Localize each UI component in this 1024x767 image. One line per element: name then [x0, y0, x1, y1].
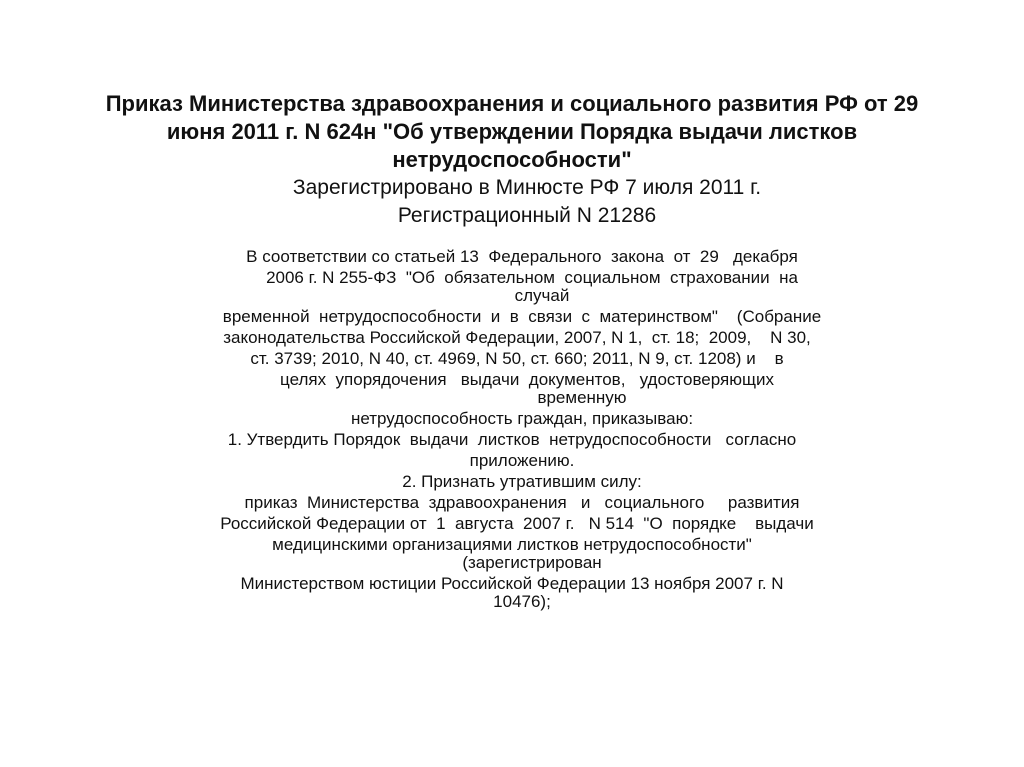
title-line-1: Приказ Министерства здравоохранения и социального развития РФ от 29	[105, 91, 919, 116]
title-line-3: нетрудоспособности"	[392, 147, 632, 172]
body-line-1: В соответствии со статьей 13 Федерального закона от 29 декабря	[246, 247, 798, 266]
body-line-9: нетрудоспособность граждан, приказываю:	[350, 409, 694, 428]
body-line-4: временной нетрудоспособности и в связи с материнством" (Собрание	[222, 307, 822, 326]
body-line-5: законодательства Российской Федерации, 2007, N 1, ст. 18; 2009, N 30,	[223, 328, 811, 347]
body-line-11: приложению.	[469, 451, 575, 470]
body-line-7: целях упорядочения выдачи документов, удостоверяющих	[280, 370, 774, 389]
body-line-12: 2. Признать утратившим силу:	[402, 472, 642, 491]
registration-number: Регистрационный N 21286	[397, 204, 657, 227]
body-line-14: Российской Федерации от 1 августа 2007 г. N 514 "О порядке выдачи	[220, 514, 814, 533]
body-line-6: ст. 3739; 2010, N 40, ст. 4969, N 50, ст. 660; 2011, N 9, ст. 1208) и в	[250, 349, 784, 368]
body-line-13: приказ Министерства здравоохранения и социального развития	[244, 493, 800, 512]
document-title	[40, 90, 984, 230]
body-line-18: 10476);	[493, 592, 551, 611]
body-line-16: (зарегистрирован	[462, 553, 602, 572]
title-line-2: июня 2011 г. N 624н "Об утверждении Порядка выдачи листков	[166, 119, 858, 144]
document-body	[40, 246, 984, 610]
body-line-3: случай	[514, 286, 570, 305]
body-line-8: временную	[537, 388, 627, 407]
body-line-17: Министерством юстиции Российской Федерации 13 ноября 2007 г. N	[240, 574, 784, 593]
registration-date: Зарегистрировано в Минюсте РФ 7 июля 2011 г.	[292, 176, 762, 199]
body-line-15: медицинскими организациями листков нетрудоспособности"	[272, 535, 752, 554]
body-line-10: 1. Утвердить Порядок выдачи листков нетрудоспособности согласно	[227, 430, 797, 449]
body-line-2: 2006 г. N 255-ФЗ "Об обязательном социальном страховании на	[266, 268, 798, 287]
